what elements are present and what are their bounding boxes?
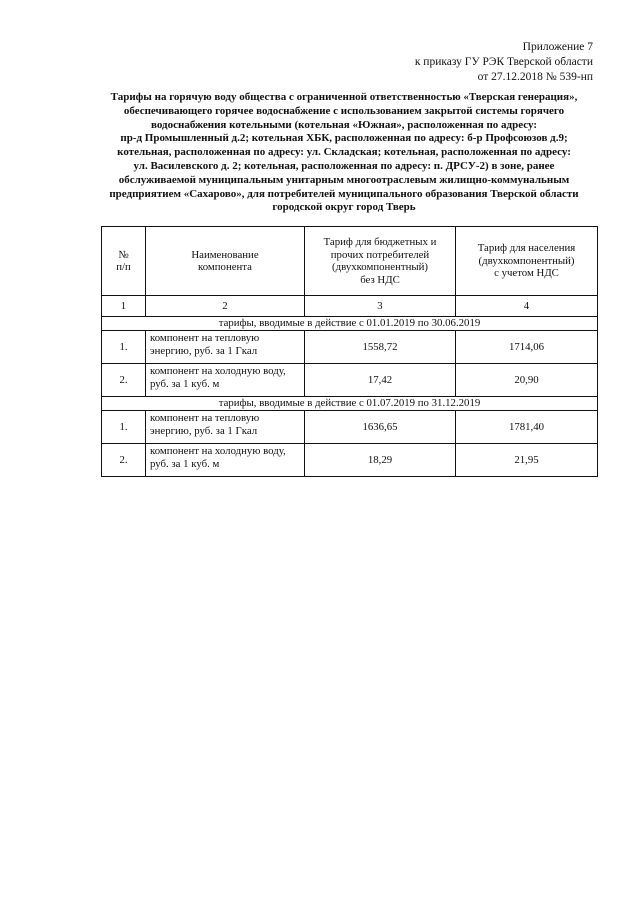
table-row <box>102 364 598 397</box>
header-component-label: Наименование компонента <box>191 248 259 273</box>
component-name: компонент на тепловую энергию, руб. за 1 Гкал <box>146 331 305 364</box>
title-line: обеспечивающего горячее водоснабжение с использованием закрытой системы горячего <box>123 104 565 117</box>
table-row <box>102 444 598 477</box>
order-reference: к приказу ГУ РЭК Тверской области <box>414 56 593 68</box>
title-line: котельная, расположенная по адресу: ул. Складская; котельная, расположенная по адресу: <box>117 146 571 159</box>
title-line: городской округ город Тверь <box>272 201 416 214</box>
column-index-row <box>102 296 598 317</box>
budget-tariff-value: 1636,65 <box>305 411 456 444</box>
document-title <box>84 91 604 215</box>
header-population-label: Тариф для населения (двухкомпонентный) с учетом НДС <box>477 242 576 280</box>
component-name: компонент на тепловую энергию, руб. за 1 Гкал <box>146 411 305 444</box>
population-tariff-value: 1714,06 <box>456 331 598 364</box>
row-number: 1. <box>102 331 146 364</box>
tariff-table <box>101 226 598 477</box>
title-line: предприятием «Сахарово», для потребителей муниципального образования Тверской области <box>109 187 579 200</box>
row-number: 2. <box>102 364 146 397</box>
budget-tariff-value: 18,29 <box>305 444 456 477</box>
row-number: 1. <box>102 411 146 444</box>
title-line: пр-д Промышленный д.2; котельная ХБК, расположенная по адресу: б-р Профсоюзов д.9; <box>120 132 568 145</box>
column-index: 1 <box>102 296 146 317</box>
title-line: обслуживаемой муниципальным унитарным многоотраслевым жилищно-коммунальным <box>118 173 570 186</box>
order-date: от 27.12.2018 № 539-нп <box>477 71 593 83</box>
row-number: 2. <box>102 444 146 477</box>
component-name: компонент на холодную воду, руб. за 1 куб. м <box>146 444 305 477</box>
component-name: компонент на холодную воду, руб. за 1 куб. м <box>146 364 305 397</box>
appendix-number: Приложение 7 <box>522 41 593 53</box>
table-header-row <box>102 227 598 296</box>
column-index: 3 <box>305 296 456 317</box>
title-line: ул. Василевского д. 2; котельная, расположенная по адресу: п. ДРСУ-2) в зоне, ранее <box>133 159 555 172</box>
header-population-tariff <box>456 227 598 296</box>
header-budget-tariff <box>305 227 456 296</box>
table-row <box>102 331 598 364</box>
column-index: 2 <box>146 296 305 317</box>
title-line: водоснабжения котельными (котельная «Южная», расположенная по адресу: <box>150 118 537 131</box>
period-row <box>102 317 598 331</box>
population-tariff-value: 21,95 <box>456 444 598 477</box>
appendix-header <box>415 40 593 85</box>
population-tariff-value: 20,90 <box>456 364 598 397</box>
period-label: тарифы, вводимые в действие с 01.07.2019 по 31.12.2019 <box>102 397 598 411</box>
budget-tariff-value: 1558,72 <box>305 331 456 364</box>
period-row <box>102 397 598 411</box>
header-component <box>146 227 305 296</box>
period-label: тарифы, вводимые в действие с 01.01.2019 по 30.06.2019 <box>102 317 598 331</box>
population-tariff-value: 1781,40 <box>456 411 598 444</box>
budget-tariff-value: 17,42 <box>305 364 456 397</box>
header-number-label: № п/п <box>116 248 131 273</box>
table-row <box>102 411 598 444</box>
column-index: 4 <box>456 296 598 317</box>
header-budget-label: Тариф для бюджетных и прочих потребителей (двухкомпонентный) без НДС <box>323 236 437 286</box>
header-number <box>102 227 146 296</box>
title-line: Тарифы на горячую воду общества с ограниченной ответственностью «Тверская генерация», <box>110 91 578 103</box>
